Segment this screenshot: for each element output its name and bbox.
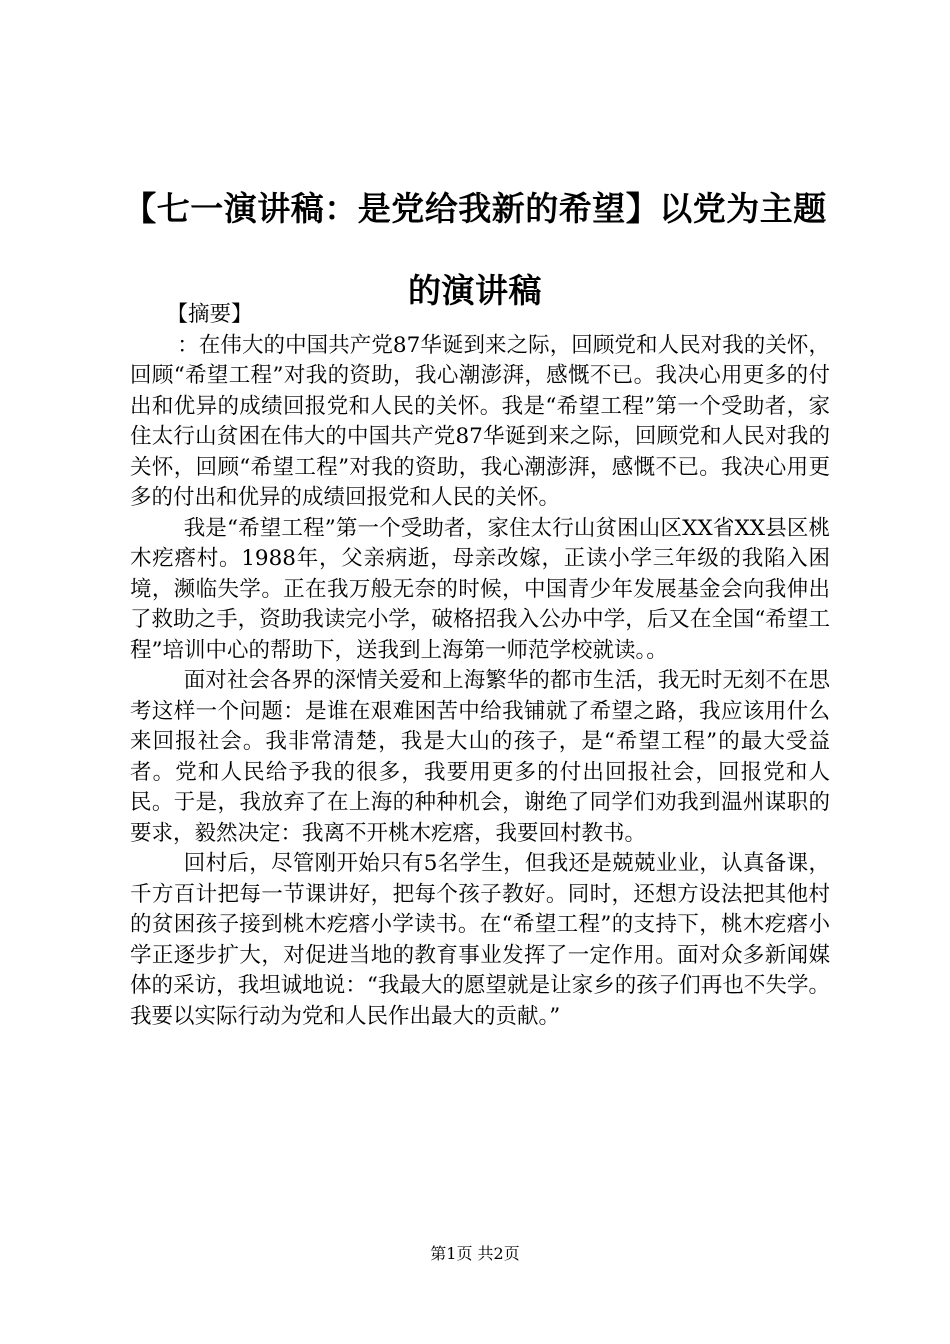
paragraph-1: 我是“希望工程”第一个受助者，家住太行山贫困山区XX省XX县区桃木疙瘩村。1988年，父亲病逝，母亲改嫁，正读小学三年级的我陷入困境，濒临失学。正在我万般无奈的时候，中国青少年发展基金会向我伸出了救助之手，资助我读完小学，破格招我入公办中学，后又在全国“希望工程”培训中心的帮助下，送我到上海第一师范学校就读。。 xyxy=(130,515,830,663)
paragraph-abstract: ：在伟大的中国共产党87华诞到来之际，回顾党和人民对我的关怀，回顾“希望工程”对我的资助，我心潮澎湃，感慨不已。我决心用更多的付出和优异的成绩回报党和人民的关怀。我是“希望工程”第一个受助者，家住太行山贫困在伟大的中国共产党87华诞到来之际，回顾党和人民对我的关怀，回顾“希望工程”对我的资助，我心潮澎湃，感慨不已。我决心用更多的付出和优异的成绩回报党和人民的关怀。 xyxy=(130,332,830,510)
document-body xyxy=(130,300,830,1032)
abstract-label: 【摘要】 xyxy=(166,302,253,327)
page-footer: 第1页 共2页 xyxy=(430,1244,520,1263)
paragraph-2: 面对社会各界的深情关爱和上海繁华的都市生活，我无时无刻不在思考这样一个问题：是谁在艰难困苦中给我铺就了希望之路，我应该用什么来回报社会。我非常清楚，我是大山的孩子，是“希望工程”的最大受益者。党和人民给予我的很多，我要用更多的付出回报社会，回报党和人民。于是，我放弃了在上海的种种机会，谢绝了同学们劝我到温州谋职的要求，毅然决定：我离不开桃木疙瘩，我要回村教书。 xyxy=(130,668,830,846)
paragraph-3: 回村后，尽管刚开始只有5名学生，但我还是兢兢业业，认真备课，千方百计把每一节课讲好，把每个孩子教好。同时，还想方设法把其他村的贫困孩子接到桃木疙瘩小学读书。在“希望工程”的支持下，桃木疙瘩小学正逐步扩大，对促进当地的教育事业发挥了一定作用。面对众多新闻媒体的采访，我坦诚地说：“我最大的愿望就是让家乡的孩子们再也不失学。我要以实际行动为党和人民作出最大的贡献。” xyxy=(130,851,830,1029)
document-title: 【七一演讲稿：是党给我新的希望】以党为主题的演讲稿 xyxy=(123,189,827,310)
